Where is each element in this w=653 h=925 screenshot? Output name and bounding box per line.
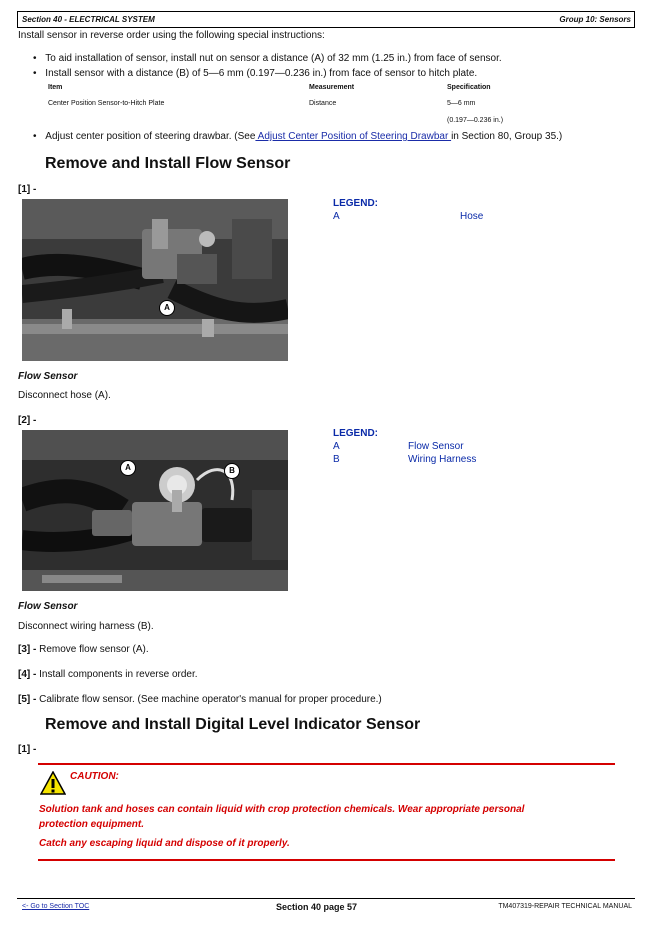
footer-rule (17, 898, 635, 899)
section-title-flow-sensor: Remove and Install Flow Sensor (45, 155, 291, 172)
step-3 (18, 644, 149, 655)
bullet-3 (33, 130, 562, 143)
callout-a: A (159, 300, 175, 316)
step-1-label: [1] - (18, 184, 37, 195)
spec-cell-specification: 5—6 mm (447, 100, 476, 107)
legend-title-1: LEGEND: (333, 198, 378, 209)
legend-1-value-a: Hose (460, 211, 484, 222)
bullet-dot: • (33, 53, 37, 64)
legend-2-value-a: Flow Sensor (408, 441, 464, 452)
step-3-label: [3] - (18, 644, 37, 655)
spec-header-specification: Specification (447, 84, 491, 91)
bullet-dot: • (33, 68, 37, 79)
bullet-1-text: To aid installation of sensor, install nut on sensor a distance (A) of 32 mm (1.25 in.) from face of sensor. (45, 53, 502, 64)
section-title-level-sensor: Remove and Install Digital Level Indicator Sensor (45, 716, 421, 733)
header-rule-top (17, 11, 635, 12)
header-rule-right (634, 11, 635, 28)
spec-header-item: Item (48, 84, 63, 91)
bullet-1 (33, 52, 502, 65)
flow-sensor-photo-1 (22, 199, 288, 361)
section-toc-link[interactable]: <- Go to Section TOC (22, 903, 90, 910)
header-group: Group 10: Sensors (559, 15, 631, 24)
caution-title: CAUTION: (70, 771, 119, 782)
step-1-text: Disconnect hose (A). (18, 390, 111, 401)
adjust-drawbar-link[interactable]: Adjust Center Position of Steering Drawbar (255, 131, 452, 142)
bullet-dot: • (33, 131, 37, 142)
step-5-text: Calibrate flow sensor. (See machine operator's manual for proper procedure.) (36, 694, 382, 705)
spec-cell-measurement: Distance (309, 100, 337, 107)
step-2-text: Disconnect wiring harness (B). (18, 621, 154, 632)
photo-caption-2: Flow Sensor (18, 601, 78, 612)
step-3-text: Remove flow sensor (A). (36, 644, 149, 655)
step-4 (18, 669, 198, 680)
spec-cell-item: Center Position Sensor-to-Hitch Plate (48, 100, 165, 107)
bullet-2-text: Install sensor with a distance (B) of 5—6 mm (0.197—0.236 in.) from face of sensor to hitch plate. (45, 68, 478, 79)
callout-a: A (120, 460, 136, 476)
legend-2-key-a: A (333, 441, 340, 452)
bullet-3-post: in Section 80, Group 35.) (451, 131, 563, 142)
caution-line-2: protection equipment. (39, 819, 144, 830)
hose-photo-illustration (22, 199, 288, 361)
warning-icon (40, 771, 66, 800)
step-4-text: Install components in reverse order. (36, 669, 198, 680)
step-4-label: [4] - (18, 669, 37, 680)
header-rule-left (17, 11, 18, 28)
header-rule-bottom (17, 27, 635, 28)
flow-sensor-photo-illustration (22, 430, 288, 591)
legend-1-key-a: A (333, 211, 340, 222)
caution-line-1: Solution tank and hoses can contain liquid with crop protection chemicals. Wear appropriate personal (39, 804, 525, 815)
section2-step-1-label: [1] - (18, 744, 37, 755)
header-section: Section 40 - ELECTRICAL SYSTEM (22, 15, 155, 24)
footer-manual: TM407319-REPAIR TECHNICAL MANUAL (498, 903, 632, 910)
bullet-3-pre: Adjust center position of steering drawbar. (See (45, 131, 256, 142)
footer-page: Section 40 page 57 (276, 902, 358, 912)
caution-line-3: Catch any escaping liquid and dispose of it properly. (39, 838, 290, 849)
step-5 (18, 694, 382, 705)
step-2-label: [2] - (18, 415, 37, 426)
photo-caption-1: Flow Sensor (18, 371, 78, 382)
step-5-label: [5] - (18, 694, 37, 705)
legend-2-key-b: B (333, 454, 340, 465)
callout-b: B (224, 463, 240, 479)
spec-header-measurement: Measurement (309, 84, 355, 91)
caution-rule-top (38, 763, 615, 765)
intro-text: Install sensor in reverse order using the following special instructions: (18, 30, 325, 41)
spec-cell-specification-extra: (0.197—0.236 in.) (447, 117, 504, 124)
bullet-2 (33, 67, 477, 80)
flow-sensor-photo-2 (22, 430, 288, 591)
caution-rule-bottom (38, 859, 615, 861)
legend-title-2: LEGEND: (333, 428, 378, 439)
legend-2-value-b: Wiring Harness (408, 454, 477, 465)
